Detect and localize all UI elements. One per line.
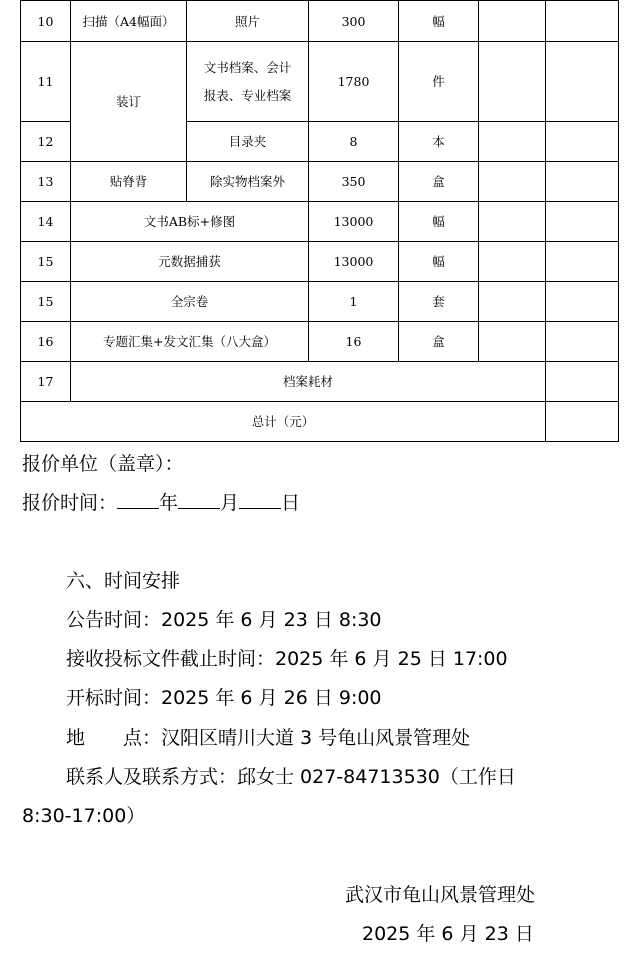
announce-time: 公告时间：2025 年 6 月 23 日 8:30 (66, 609, 382, 631)
price-cell (479, 42, 546, 122)
amount-cell (546, 42, 619, 122)
year-label: 年 (159, 492, 179, 514)
amount-cell (546, 122, 619, 162)
item-name: 专题汇集+发文汇集（八大盒） (71, 322, 309, 362)
contact-line: 联系人及联系方式：邱女士 027-84713530（工作日 (66, 766, 516, 788)
item-desc: 照片 (187, 1, 309, 42)
row-number: 13 (21, 162, 71, 202)
item-name: 档案耗材 (71, 362, 546, 402)
amount-cell (546, 282, 619, 322)
item-desc (187, 42, 309, 122)
item-unit: 幅 (399, 1, 479, 42)
price-cell (479, 202, 546, 242)
place-label: 地 点： (66, 727, 162, 749)
row-number: 15 (21, 282, 71, 322)
row-number: 12 (21, 122, 71, 162)
opening-time: 开标时间：2025 年 6 月 26 日 9:00 (66, 687, 382, 709)
item-name: 文书AB标+修图 (71, 202, 309, 242)
item-name: 贴脊背 (71, 162, 187, 202)
amount-cell (546, 1, 619, 42)
row-number: 17 (21, 362, 71, 402)
signature-date: 2025 年 6 月 23 日 (362, 923, 534, 945)
price-cell (479, 242, 546, 282)
price-cell (479, 162, 546, 202)
table-row-total (21, 402, 619, 442)
year-blank (117, 490, 159, 509)
item-qty: 350 (309, 162, 399, 202)
item-unit: 盒 (399, 322, 479, 362)
signature-org: 武汉市龟山风景管理处 (345, 884, 536, 906)
amount-cell (546, 162, 619, 202)
amount-cell (546, 362, 619, 402)
item-qty: 13000 (309, 242, 399, 282)
amount-cell (546, 322, 619, 362)
item-desc-line: 报表、专业档案 (203, 87, 292, 103)
quote-time-line (22, 490, 300, 516)
table-row (21, 162, 619, 202)
day-label: 日 (281, 492, 301, 514)
quote-table (20, 0, 619, 442)
row-number: 14 (21, 202, 71, 242)
item-qty: 1 (309, 282, 399, 322)
price-cell (479, 1, 546, 42)
item-name: 全宗卷 (71, 282, 309, 322)
amount-cell (546, 242, 619, 282)
item-name: 元数据捕获 (71, 242, 309, 282)
month-blank (178, 490, 220, 509)
deadline-time: 接收投标文件截止时间：2025 年 6 月 25 日 17:00 (66, 648, 508, 670)
item-unit: 套 (399, 282, 479, 322)
table-row (21, 242, 619, 282)
item-qty: 1780 (309, 42, 399, 122)
item-qty: 8 (309, 122, 399, 162)
item-unit: 幅 (399, 242, 479, 282)
quote-time-label: 报价时间： (22, 492, 118, 514)
table-row (21, 202, 619, 242)
price-cell (479, 122, 546, 162)
place-value: 汉阳区晴川大道 3 号龟山风景管理处 (161, 727, 471, 749)
table-row (21, 362, 619, 402)
item-qty: 300 (309, 1, 399, 42)
quote-unit-label: 报价单位（盖章）： (22, 453, 184, 475)
item-qty: 13000 (309, 202, 399, 242)
item-qty: 16 (309, 322, 399, 362)
item-unit: 盒 (399, 162, 479, 202)
price-cell (479, 322, 546, 362)
item-name: 装订 (71, 42, 187, 162)
total-amount-cell (546, 402, 619, 442)
price-cell (479, 282, 546, 322)
month-label: 月 (220, 492, 240, 514)
item-desc-line: 文书档案、会计 (203, 59, 292, 75)
table-row (21, 1, 619, 42)
amount-cell (546, 202, 619, 242)
item-desc: 目录夹 (187, 122, 309, 162)
section-heading: 六、时间安排 (66, 570, 181, 592)
place-line (66, 725, 470, 751)
table-row (21, 282, 619, 322)
row-number: 11 (21, 42, 71, 122)
row-number: 10 (21, 1, 71, 42)
row-number: 15 (21, 242, 71, 282)
day-blank (239, 490, 281, 509)
item-desc: 除实物档案外 (187, 162, 309, 202)
item-name: 扫描（A4幅面） (71, 1, 187, 42)
table-row (21, 322, 619, 362)
item-unit: 件 (399, 42, 479, 122)
row-number: 16 (21, 322, 71, 362)
table-row (21, 42, 619, 122)
item-unit: 幅 (399, 202, 479, 242)
item-unit: 本 (399, 122, 479, 162)
contact-line-cont: 8:30-17:00） (22, 805, 146, 827)
total-label: 总计（元） (21, 402, 546, 442)
